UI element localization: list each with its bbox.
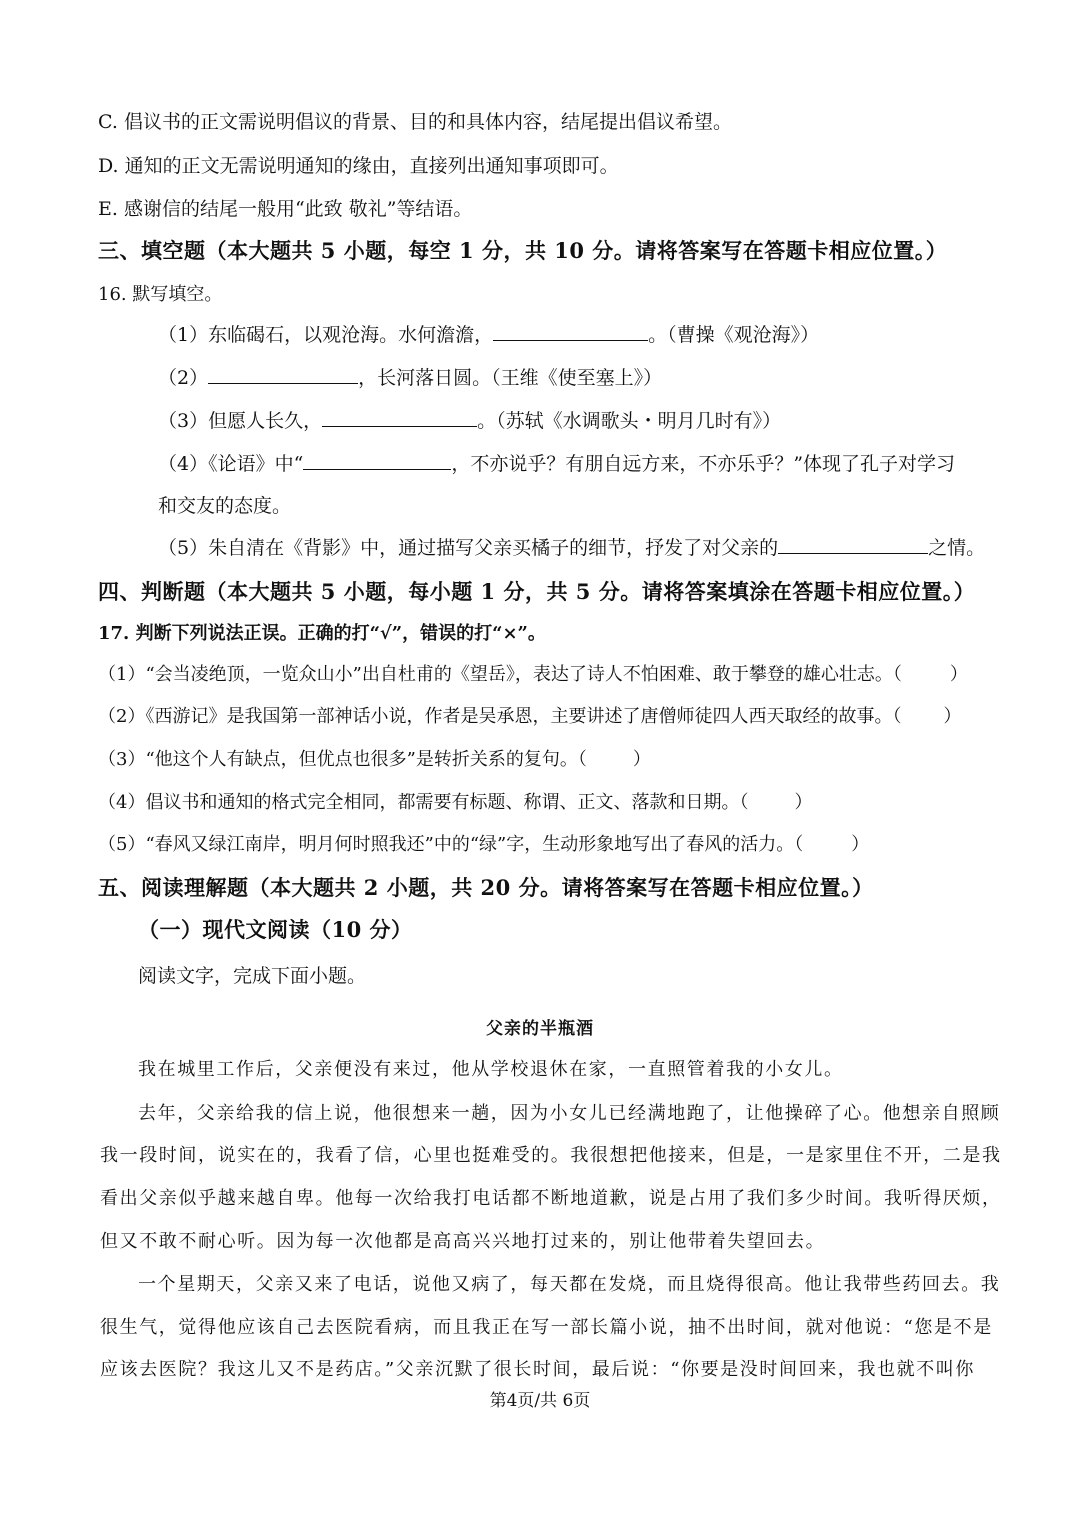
- judge-item-4-text: （4）倡议书和通知的格式完全相同，都需要有标题、称谓、正文、落款和日期。（: [98, 792, 749, 813]
- fill-item-1-pre: （1）东临碣石，以观沧海。水何澹澹，: [158, 324, 494, 346]
- passage-line: 看出父亲似乎越来越自卑。他每一次给我打电话都不断地道歉，说是占用了我们多少时间。我听得厌烦，: [100, 1188, 1002, 1209]
- fill-item-1: [158, 326, 819, 345]
- judge-item-5-close: ）: [851, 834, 870, 855]
- fill-item-3: [158, 412, 781, 431]
- reading-instruction: 阅读文字，完成下面小题。: [138, 965, 367, 987]
- section5-subheader: （一）现代文阅读（10 分）: [138, 917, 413, 942]
- fill-item-4: [158, 455, 955, 474]
- passage-line: 我一段时间，说实在的，我看了信，心里也挺难受的。我很想把他接来，但是，一是家里住不开，二是我: [100, 1145, 1002, 1166]
- q17-label: 17. 判断下列说法正误。正确的打“√”，错误的打“×”。: [98, 623, 546, 644]
- fill-item-1-post: 。（曹操《观沧海》）: [648, 324, 820, 346]
- section3-header: 三、填空题（本大题共 5 小题，每空 1 分，共 10 分。请将答案写在答题卡相应位置。）: [98, 238, 948, 263]
- passage-line: 去年，父亲给我的信上说，他很想来一趟，因为小女儿已经满地跑了，让他操碎了心。他想亲自照顾: [138, 1103, 1001, 1124]
- judge-item-2-close: ）: [943, 706, 962, 727]
- answer-blank-2[interactable]: [208, 382, 358, 384]
- fill-item-5-pre: （5）朱自清在《背影》中，通过描写父亲买橘子的细节，抒发了对父亲的: [158, 537, 779, 559]
- fill-item-4-cont: 和交友的态度。: [158, 495, 292, 517]
- judge-item-3: [98, 751, 651, 769]
- fill-item-4-pre: （4）《论语》中“: [158, 453, 304, 475]
- answer-blank-5[interactable]: [778, 552, 928, 554]
- fill-item-5-post: 之情。: [928, 537, 986, 559]
- judge-item-3-text: （3）“他这个人有缺点，但优点也很多”是转折关系的复句。（: [98, 749, 587, 770]
- fill-item-4-post: ，不亦说乎？有朋自远方来，不亦乐乎？”体现了孔子对学习: [451, 453, 956, 475]
- fill-item-5: [158, 539, 985, 558]
- fill-item-2-pre: （2）: [158, 367, 209, 389]
- passage-title: 父亲的半瓶酒: [486, 1019, 594, 1039]
- answer-blank-4[interactable]: [303, 468, 451, 470]
- judge-item-4: [98, 794, 812, 812]
- passage-line: 很生气，觉得他应该自己去医院看病，而且我正在写一部长篇小说，抽不出时间，就对他说：“您是不是: [100, 1317, 993, 1338]
- judge-item-2: [98, 708, 961, 726]
- judge-item-1: [98, 666, 968, 684]
- judge-item-1-close: ）: [949, 664, 968, 685]
- fill-item-3-post: 。（苏轼《水调歌头・明月几时有》）: [477, 410, 782, 432]
- option-e: E. 感谢信的结尾一般用“此致 敬礼”等结语。: [98, 198, 473, 220]
- judge-item-5: [98, 836, 869, 854]
- page-number: 第4页/共 6页: [489, 1391, 591, 1411]
- judge-item-1-text: （1）“会当凌绝顶，一览众山小”出自杜甫的《望岳》，表达了诗人不怕困难、敢于攀登的雄心壮志。（: [98, 664, 902, 685]
- judge-item-5-text: （5）“春风又绿江南岸，明月何时照我还”中的“绿”字，生动形象地写出了春风的活力。（: [98, 834, 804, 855]
- passage-line: 但又不敢不耐心听。因为每一次他都是高高兴兴地打过来的，别让他带着失望回去。: [100, 1231, 826, 1252]
- passage-paragraph-1: 我在城里工作后，父亲便没有来过，他从学校退休在家，一直照管着我的小女儿。: [138, 1059, 844, 1080]
- fill-item-3-pre: （3）但愿人长久，: [158, 410, 323, 432]
- option-d: D. 通知的正文无需说明通知的缘由，直接列出通知事项即可。: [98, 155, 619, 177]
- passage-line: 应该去医院？我这儿又不是药店。”父亲沉默了很长时间，最后说：“你要是没时间回来，我也就不叫你: [100, 1359, 975, 1380]
- answer-blank-3[interactable]: [322, 425, 477, 427]
- passage-line: 一个星期天，父亲又来了电话，说他又病了，每天都在发烧，而且烧得很高。他让我带些药回去。我: [138, 1274, 1001, 1295]
- section5-header: 五、阅读理解题（本大题共 2 小题，共 20 分。请将答案写在答题卡相应位置。）: [98, 875, 874, 900]
- judge-item-2-text: （2）《西游记》是我国第一部神话小说，作者是吴承恩，主要讲述了唐僧师徒四人西天取经的故事。（: [98, 706, 902, 727]
- judge-item-3-close: ）: [632, 749, 651, 770]
- section4-header: 四、判断题（本大题共 5 小题，每小题 1 分，共 5 分。请将答案填涂在答题卡相应位置。）: [98, 579, 976, 604]
- fill-item-2-post: ，长河落日圆。（王维《使至塞上》）: [358, 367, 663, 389]
- q16-label: 16. 默写填空。: [98, 284, 223, 305]
- fill-item-2: [158, 369, 662, 388]
- judge-item-4-close: ）: [794, 792, 813, 813]
- option-c: C. 倡议书的正文需说明倡议的背景、目的和具体内容，结尾提出倡议希望。: [98, 111, 732, 133]
- answer-blank-1[interactable]: [493, 339, 648, 341]
